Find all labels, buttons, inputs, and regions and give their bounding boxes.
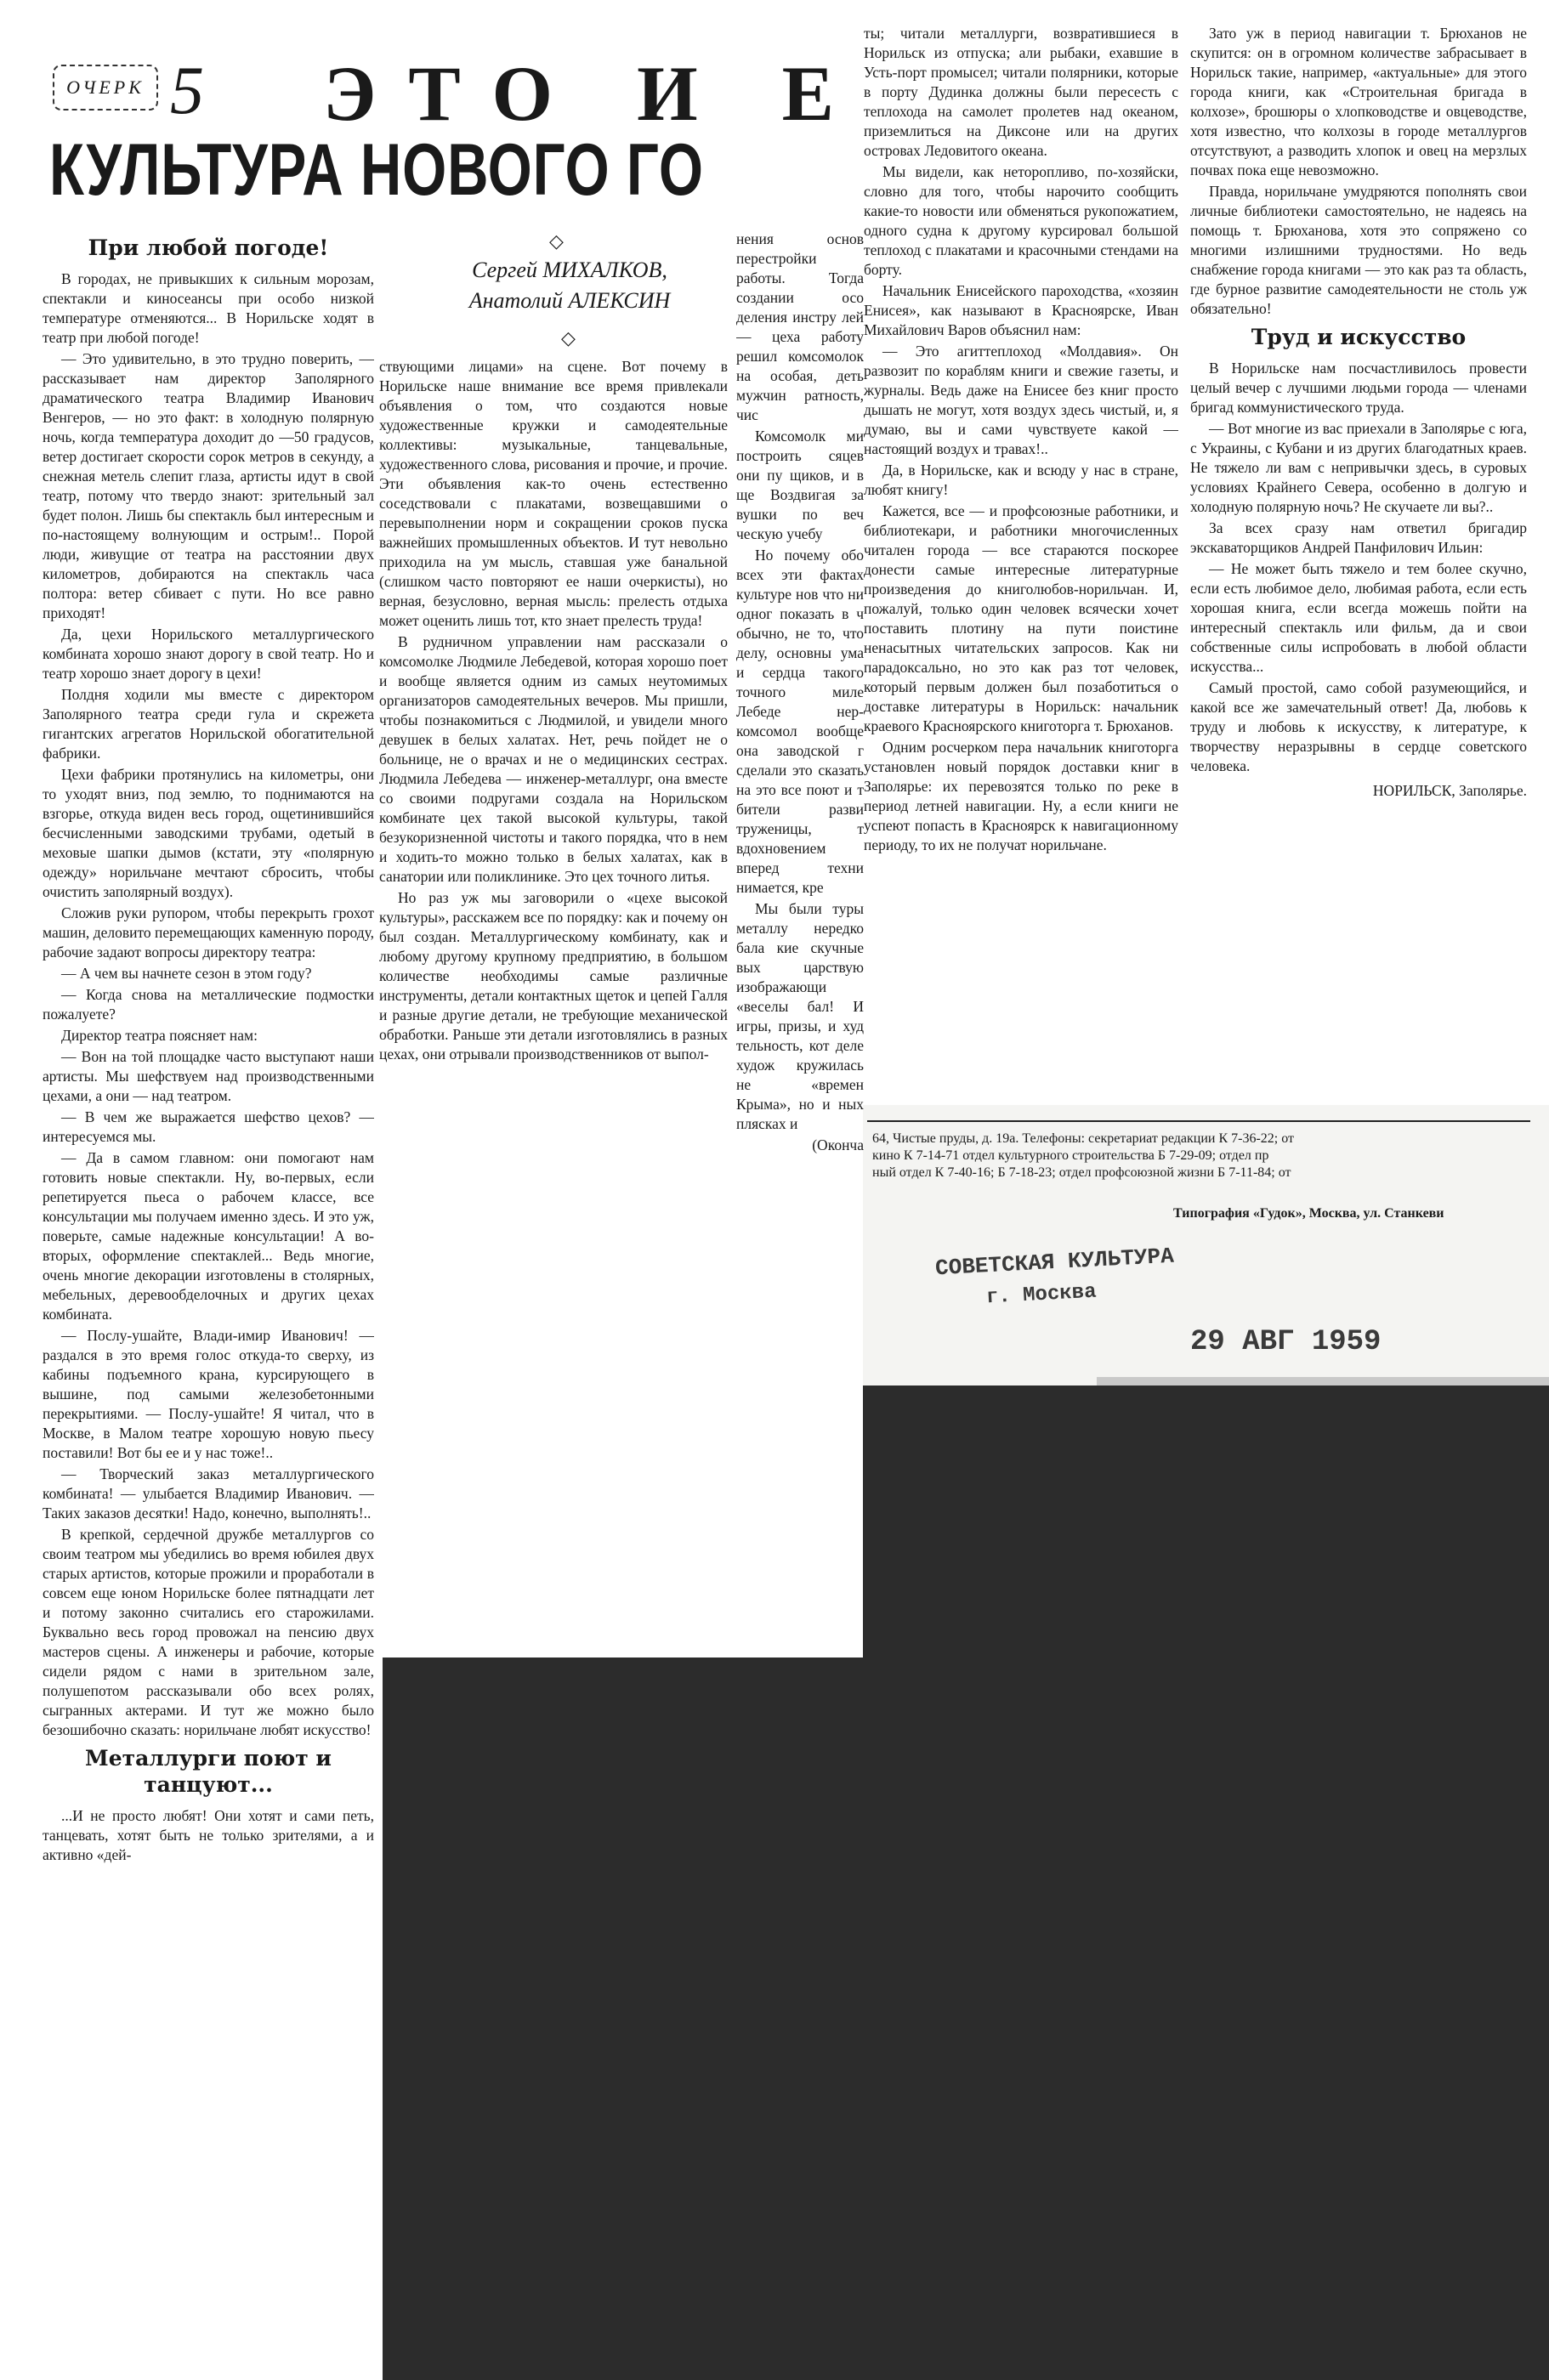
author-1: Сергей МИХАЛКОВ,	[472, 258, 667, 282]
footer-line-2: кино К 7-14-71 отдел культурного строительства Б 7-29-09; отдел пр	[872, 1148, 1269, 1163]
section-heading-labor-and-art: Труд и искусство	[1251, 325, 1467, 349]
paragraph: В крепкой, сердечной дружбе металлургов со своим театром мы убедились во время юбилея двух старых артистов, которые прожили и проработали в совсем еще юном Норильске более пятнадцати лет и потому законно считались его старожилами. Буквально весь город провожал на пенсию двух мастеров сцены. А инженеры и рабочие, которые сидели рядом с нами в зрительном зале, полушепотом рассказывали обо всех ролях, сыгранных актерами. И тут же можно было безошибочно сказать: норильчане любят искусство!	[43, 1526, 374, 1738]
paragraph: ...И не просто любят! Они хотят и сами петь, танцевать, хотят быть не только зрителями, а и активно «дей-	[43, 1807, 374, 1863]
printer-imprint: Типография «Гудок», Москва, ул. Станкеви	[1173, 1206, 1444, 1221]
archive-stamp-city: г. Москва	[985, 1280, 1098, 1310]
paragraph: Цехи фабрики протянулись на километры, они то уходят вниз, под землю, то поднимаются на взгорье, откуда виден весь город, ощетинившийся бесчисленными заводскими трубами, одетый в меховые шапки дымов (кстати, эту «полярную одежду» норильчане мечтают сбросить, чтобы очистить заполярный воздух).	[43, 766, 374, 900]
headline-line-2: КУЛЬТУРА НОВОГО ГО	[49, 129, 704, 211]
paragraph: — Творческий заказ металлургического комбината! — улыбается Владимир Иванович. — Таких заказов десятки! Надо, конечно, выполнять!..	[43, 1465, 374, 1522]
authors-byline	[400, 255, 740, 316]
footer-line-3: ный отдел К 7-40-16; Б 7-18-23; отдел профсоюзной жизни Б 7-11-84; от	[872, 1165, 1291, 1180]
paragraph: Директор театра поясняет нам:	[61, 1027, 258, 1044]
paragraph: Начальник Енисейского пароходства, «хозяин Енисея», как называют в Красноярске, Иван Михайлович Варов объяснил нам:	[864, 282, 1178, 338]
paragraph: — Да в самом главном: они помогают нам готовить новые спектакли. Ну, во-первых, если репетируется пьеса о рабочем классе, все консультации мы получаем именно здесь. И это уж, поверьте, самые надежные консультации! А во-вторых, оформление спектаклей... Ведь многие, очень многие декорации изготовлены в столярных, мебельных, деревообделочных и других цехах комбината.	[43, 1149, 374, 1323]
paragraph: Комсомолк ми построить сяцев они пу щиков, и в ще Воздвигая за вушки по веч ческую учебу	[736, 428, 864, 542]
paragraph: Кажется, все — и профсоюзные работники, и библиотекари, и работники многочисленных читален города — все стараются поскорее донести самые интересные литературные произведения до книголюбов-норильчан. И, пожалуй, только один человек всячески хочет поставить плотину на пути поистине ненасытных читательских запросов. Как ни парадоксально, но это как раз тот человек, который первым должен был позаботиться о доставке литературы в Норильск: начальник краевого Красноярского книготорга т. Брюханов.	[864, 502, 1178, 734]
paragraph: Да, цехи Норильского металлургического комбината хорошо знают дорогу в свой театр. Но и театр хорошо знает дорогу в цехи!	[43, 626, 374, 682]
paragraph: — Это удивительно, в это трудно поверить, — рассказывает нам директор Заполярного драматического театра Владимир Иванович Венгеров, — но это факт: в холодную полярную ночь, когда температура доходит до —50 градусов, ветер достигает скорости сорок метров в секунду, а снежная метель слепит глаза, артисты идут в свой театр, потому что твердо знают: зрительный зал будет полон. Лишь бы спектакль был интересным и по-настоящему волнующим и острым!.. Порой люди, живущие от театра на расстоянии двух километров, добираются на спектакль часа полтора: ветер сбивает с пути. Но все равно приходят!	[43, 350, 374, 621]
paragraph: — Вон на той площадке часто выступают наши артисты. Мы шефствуем над производственными цехами, а они — над театром.	[43, 1048, 374, 1104]
paragraph: нения основ перестройки работы. Тогда создании осо деления инстру лей — цеха работу решил комсомолок на особая, деть мужчин ратность, чис	[736, 230, 864, 423]
archive-stamp-date: 29 АВГ 1959	[1190, 1326, 1382, 1358]
paragraph: ты; читали металлурги, возвратившиеся в Норильск из отпуска; али рыбаки, ехавшие в Усть-порт промысел; читали полярники, которые в порту Дудинка должны были пересесть с теплохода на самолет пролетев над океаном, приземлиться на Диксоне или на других островах Ледовитого океана.	[864, 25, 1178, 159]
section-heading-any-weather: При любой погоде!	[88, 235, 329, 260]
author-2: Анатолий АЛЕКСИН	[468, 288, 671, 313]
paragraph: Но почему обо всех эти фактах культуре нов что ни одног показать в ч обычно, не то, что делу, основны ума и сердца такого точного миле Лебеде нер-комсомол вообще она заводской г сделали это сказать на это все поют и т бители разви труженицы, т вдохновением вперед техни нимается, кре	[736, 547, 864, 896]
paragraph: Самый простой, само собой разумеющийся, и какой все же замечательный ответ! Да, любовь к труду и любовь к искусству, к литературе, к творчеству неразрывны в сердце советского человека.	[1190, 679, 1527, 774]
signature: НОРИЛЬСК, Заполярье.	[1372, 782, 1527, 799]
paragraph: — А чем вы начнете сезон в этом году?	[61, 965, 312, 982]
column-2	[379, 357, 728, 1420]
column-1	[43, 230, 374, 2372]
paragraph: Полдня ходили мы вместе с директором Заполярного театра среди гула и скрежета гигантских агрегатов Норильской обогатительной фабрики.	[43, 686, 374, 762]
handwritten-number: 5	[170, 54, 204, 128]
paragraph: (Оконча	[812, 1136, 864, 1153]
column-5	[1190, 24, 1527, 1103]
paragraph: Да, в Норильске, как и всюду у нас в стране, любят книгу!	[864, 462, 1178, 498]
paragraph: В Норильске нам посчастливилось провести целый вечер с лучшими людьми города — членами бригад коммунистического труда.	[1190, 360, 1527, 416]
paragraph: Но раз уж мы заговорили о «цехе высокой культуры», расскажем все по порядку: как и почему он был создан. Металлургическому комбинату, как и любому другому крупному предприятию, в большом количестве необходимы самые различные инструменты, детали контактных щеток и цепей Галля и разные другие детали, не требующие механической обработки. Раньше эти детали изготовлялись в разных цехах, они отрывали производственников от выпол-	[379, 889, 728, 1062]
diamond-ornament-top: ◇	[549, 231, 564, 252]
paragraph: За всех сразу нам ответил бригадир экскаваторщиков Андрей Панфилович Ильин:	[1190, 519, 1527, 556]
section-heading-metallurgists-sing: Металлурги поют и танцуют...	[85, 1746, 332, 1797]
footer-line-1: 64, Чистые пруды, д. 19а. Телефоны: секретариат редакции К 7-36-22; от	[872, 1131, 1295, 1146]
paragraph: Сложив руки рупором, чтобы перекрыть грохот машин, деловито перемещающих каменную породу, рабочие задают вопросы директору театра:	[43, 904, 374, 960]
paragraph: — Не может быть тяжело и тем более скучно, если есть любимое дело, любимая работа, если есть хорошая книга, если всегда можешь пойти на интересный спектакль или фильм, да и свои собственные силы испробовать в любой области искусства...	[1190, 560, 1527, 675]
paragraph: — Когда снова на металлические подмостки пожалуете?	[43, 986, 374, 1023]
paragraph: Мы были туры металлу нередко бала кие скучные вых царствую изображающи «веселы бал! И игры, призы, и худ тельность, кот деле худож кружилась не «времен Крыма», но и ных плясках и	[736, 900, 864, 1132]
paragraph: В городах, не привыкших к сильным морозам, спектакли и киносеансы при особо низкой температуре отменяются... В Норильске ходят в театр при любой погоде!	[43, 270, 374, 346]
paragraph: — Это агиттеплоход «Молдавия». Он развозит по кораблям книги и свежие газеты, и журналы. Ведь даже на Енисее без книг просто дышать не могут, хотя воздух здесь чистый, и, я думаю, вы и сами чувствуете какой — настоящий воздух и травах!..	[864, 343, 1178, 457]
archive-stamp-name: СОВЕТСКАЯ КУЛЬТУРА	[934, 1243, 1175, 1282]
paragraph: ствующими лицами» на сцене. Вот почему в Норильске наше внимание все время привлекали объявления о том, что создаются новые художественные кружки и самодеятельные коллективы: музыкальные, танцевальные, художественного слова, рисования и прочие, и прочие. Эти объявления как-то очень естественно соседствовали с плакатами, возвещавшими о перевыполнении норм и сокращении сроков пуска важнейших промышленных объектов. И тут невольно приходила на ум мысль, ставшая уже банальной (слишком часто повторяют ее наши очеркисты), но верная, безусловно, верная мысль: прелесть отдыха может оценить лишь тот, кто знает прелесть труда!	[379, 358, 728, 629]
paragraph: — Вот многие из вас приехали в Заполярье с юга, с Украины, с Кубани и из других благодатных краев. Не тяжело ли вам с непривычки здесь, в суровых условиях Крайнего Севера, особенно в долгую и холодную полярную ночь? Не скучаете ли вы?..	[1190, 420, 1527, 515]
headline-line-1: ЭТО И Е	[323, 50, 867, 137]
footer-rule	[867, 1120, 1530, 1122]
paragraph: Одним росчерком пера начальник книготорга установлен новый порядок доставки книг в Заполярье: их перевозятся только по реке в период летней навигации. Ну, а если книги не успеют попасть в Красноярск к навигационному периоду, то их не получат норильчане.	[864, 739, 1178, 853]
paragraph: Зато уж в период навигации т. Брюханов не скупится: он в огромном количестве забрасывает в Норильск такие, например, «актуальные» для этого города книги, как «Строительная бригада в колхозе», брошюры о хлопководстве и овцеводстве, хотя известно, что колхозы в городе металлургов отсутствуют, а разводить хлопок и овец на мерзлых почвах пока еще невозможно.	[1190, 25, 1527, 178]
scan-edge-gray	[1097, 1377, 1549, 1386]
scan-background-lower	[863, 1386, 1549, 2380]
column-3	[736, 230, 864, 1420]
paragraph: — В чем же выражается шефство цехов? — интересуемся мы.	[43, 1108, 374, 1145]
rubric-label: ОЧЕРК	[53, 65, 158, 110]
paragraph: Правда, норильчане умудряются пополнять свои личные библиотеки самостоятельно, не надеясь на помощь т. Брюханова, хотя это сопряжено со многими излишними трудностями. Но ведь снабжение города книгами — это как раз та область, где бурное развитие самодеятельности не столь уж обязательно!	[1190, 183, 1527, 317]
column-4	[864, 24, 1178, 1103]
diamond-ornament-bottom: ◇	[561, 328, 576, 349]
paragraph: Мы видели, как неторопливо, по-хозяйски, словно для того, чтобы нарочито сообщить какие-то новости или обменяться рукопожатием, одного судна к другому курсировал большой теплоход с плакатами и красочными стендами на борту.	[864, 163, 1178, 278]
paragraph: — Послу-ушайте, Влади-имир Иванович! — раздался в это время голос откуда-то сверху, из кабины подъемного крана, курсирующего в вышине, под самыми железобетонными перекрытиями. — Послу-ушайте! Я читал, что в Москве, в Малом театре хорошую новую пьесу поставили! Вот бы ее и у нас тоже!..	[43, 1327, 374, 1461]
paragraph: В рудничном управлении нам рассказали о комсомолке Людмиле Лебедевой, которая хорошо поет и вообще является одним из самых неутомимых организаторов самодеятельных вечеров. Мы пришли, чтобы познакомиться с Людмилой, и увидели много девушек в белых халатах. Нет, речь пойдет не о больнице, не о врачах и не о медицинских сестрах. Людмила Лебедева — инженер-металлург, она вместе со своими подругами создала на Норильском комбинате цех такой высокой культуры, такой безукоризненной чистоты и такого порядка, что в нем и ходить-то можно только в белых халатах, как в санатории или поликлинике. Это цех точного литья.	[379, 633, 728, 885]
scan-background-middle	[383, 1658, 863, 2380]
